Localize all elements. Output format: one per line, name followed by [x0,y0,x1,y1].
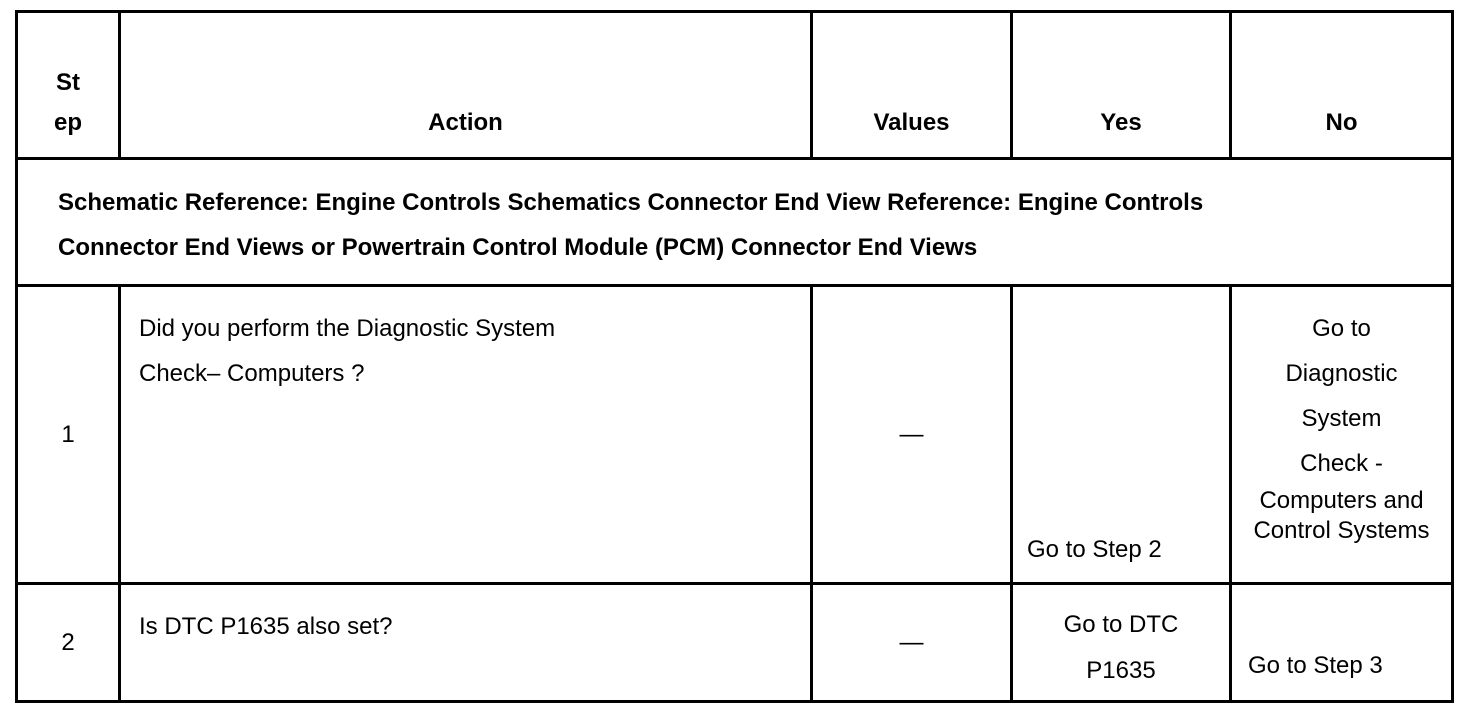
no-line-1: Go to [1312,315,1371,342]
table-header-row [17,12,1453,159]
reference-line-1: Schematic Reference: Engine Controls Schematics Connector End View Reference: Engine Controls [58,189,1204,216]
diagnostic-table [15,10,1454,703]
values-cell: — [812,584,1012,702]
header-action-label: Action [428,109,503,136]
header-step [17,12,120,159]
header-values [812,12,1012,159]
header-values-label: Values [873,109,950,136]
yes-cell: Go to DTC P1635 [1012,584,1231,702]
no-cell [1231,286,1453,584]
step-number: 1 [17,286,120,584]
header-yes-label: Yes [1100,109,1142,136]
yes-cell: Go to Step 2 [1012,286,1231,584]
table-row [17,584,1453,702]
header-action [120,12,812,159]
reference-cell [17,159,1453,286]
reference-line-2: Connector End Views or Powertrain Control Module (PCM) Connector End Views [58,234,978,261]
no-cell: Go to Step 3 [1231,584,1453,702]
no-line-3: System [1301,405,1382,432]
header-no [1231,12,1453,159]
step-number: 2 [17,584,120,702]
header-yes [1012,12,1231,159]
table-row [17,286,1453,584]
header-step-label: St ep [53,69,82,136]
no-line-6: Control Systems [1253,517,1430,544]
reference-row [17,159,1453,286]
no-line-5: Computers and [1259,487,1424,514]
header-no-label: No [1325,109,1358,136]
action-text: Did you perform the Diagnostic System Check– Computers ? [120,286,812,584]
values-cell: — [812,286,1012,584]
action-text: Is DTC P1635 also set? [120,584,812,702]
no-line-4: Check - [1300,450,1383,477]
no-line-2: Diagnostic [1285,360,1398,387]
